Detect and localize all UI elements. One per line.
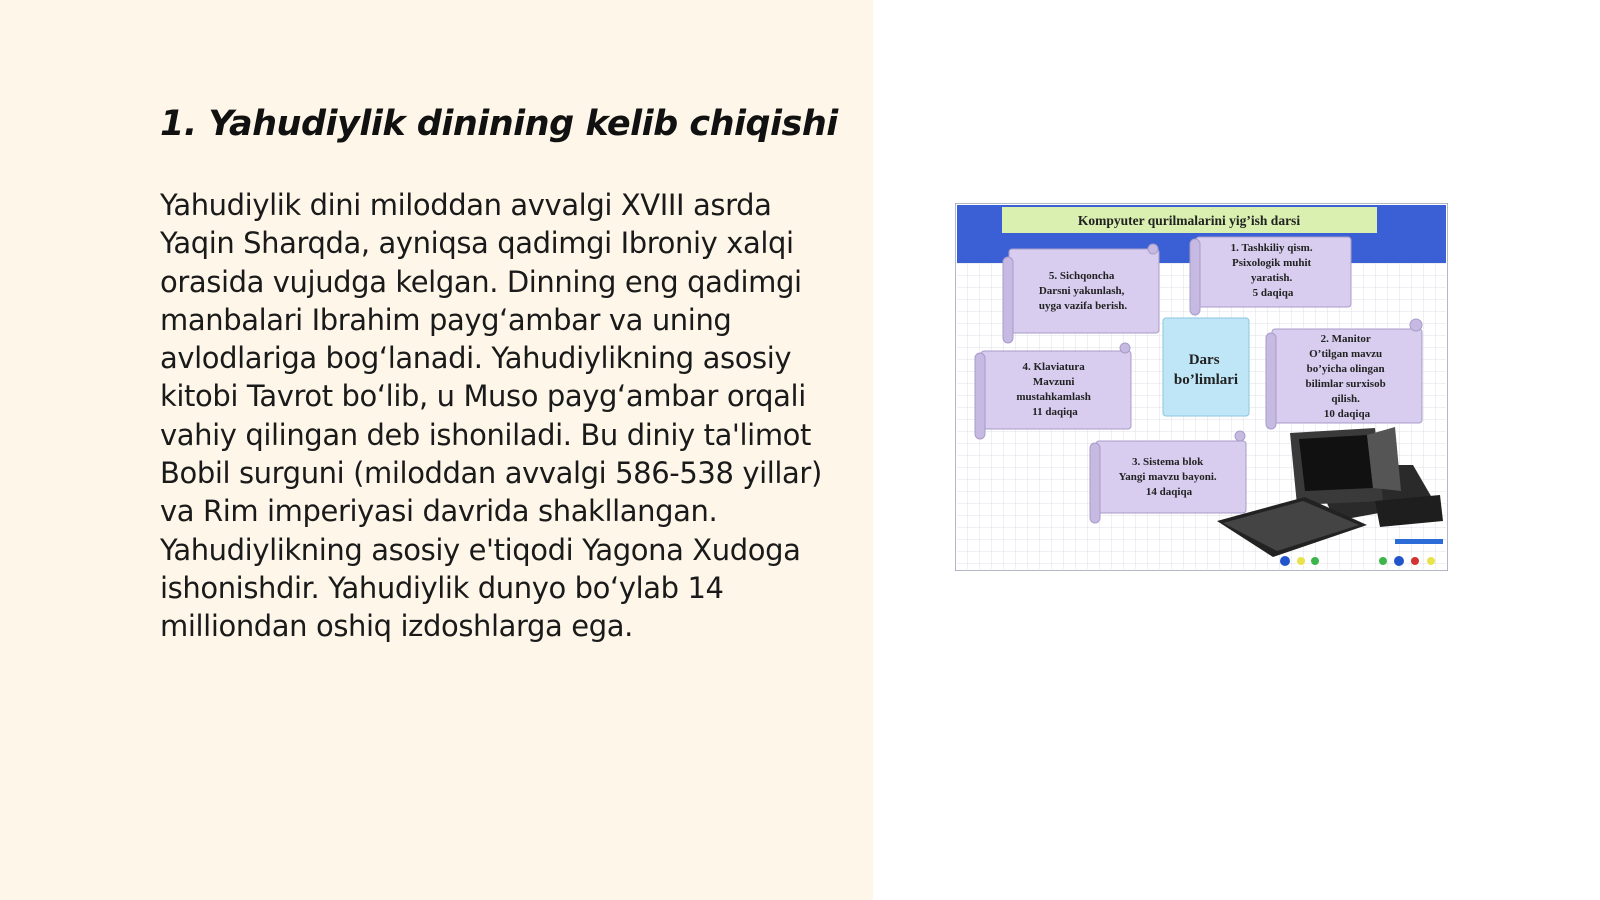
scroll-5-line: uyga vazifa berish.	[1038, 300, 1128, 312]
scroll-1-line: yaratish.	[1251, 272, 1293, 284]
scroll-2-line: O’tilgan mavzu	[1309, 348, 1383, 360]
scroll-2-line: bo’yicha olingan	[1306, 363, 1385, 375]
center-box	[1163, 318, 1249, 416]
scroll-3	[1090, 431, 1246, 523]
scroll-4-line: 4. Klaviatura	[1022, 361, 1085, 373]
center-line: bo’limlari	[1173, 372, 1239, 388]
scroll-2	[1266, 319, 1422, 429]
scroll-3-line: 3. Sistema blok	[1132, 456, 1204, 468]
svg-text:5. Sichqoncha Darsni y	[1039, 270, 1128, 312]
scroll-2-line: bilimlar surxisob	[1305, 378, 1386, 390]
scroll-2-line: 2. Manitor	[1320, 333, 1371, 345]
scroll-5-line: 5. Sichqoncha	[1048, 270, 1115, 282]
scroll-1-line: 1. Tashkiliy qism.	[1230, 242, 1313, 254]
scroll-2-line: 10 daqiqa	[1323, 408, 1371, 420]
slide-body-text: Yahudiylik dini miloddan avvalgi XVIII asrda Yaqin Sharqda, ayniqsa qadimgi Ibroniy xalqi orasida vujudga kelgan. Dinning eng qadimgi manbalari Ibrahim payg‘ambar va uning avlodlariga bog‘lanadi. Yahudiylikning asosiy kitobi Tavrot bo‘lib, u Muso payg‘ambar orqali vahiy qilingan deb ishoniladi. Bu diniy ta'limot Bobil surguni (miloddan avvalgi 586-538 yillar) va Rim imperiyasi davrida shakllangan. Yahudiylikning asosiy e'tiqodi Yagona Xudoga ishonishdir. Yahudiylik dunyo bo‘ylab 14 milliondan oshiq izdoshlarga ega.	[160, 188, 822, 644]
scroll-5	[1003, 244, 1159, 343]
center-line: Dars	[1188, 352, 1220, 368]
diagram-header-text: Kompyuter qurilmalarini yig’ish darsi	[1077, 213, 1301, 228]
scroll-4	[975, 343, 1131, 439]
scroll-3-line: Yangi mavzu bayoni.	[1118, 471, 1217, 483]
scroll-5-line: Darsni yakunlash,	[1038, 285, 1125, 297]
scroll-1	[1190, 237, 1351, 315]
scroll-4-line: Mavzuni	[1032, 376, 1075, 388]
scroll-2-line: qilish.	[1331, 393, 1360, 405]
slide-title: 1. Yahudiylik dinining kelib chiqishi	[160, 104, 838, 144]
scroll-4-line: 11 daqiqa	[1032, 406, 1078, 418]
lesson-diagram-image	[955, 203, 1448, 571]
scroll-1-line: 5 daqiqa	[1252, 287, 1294, 299]
scroll-4-line: mustahkamlash	[1016, 391, 1091, 403]
scroll-3-line: 14 daqiqa	[1145, 486, 1193, 498]
scroll-1-line: Psixologik muhit	[1232, 257, 1312, 269]
